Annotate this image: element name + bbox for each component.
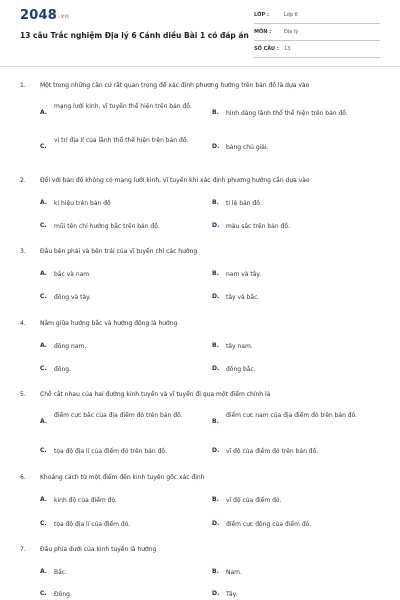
meta-label-grade: LỚP : (254, 12, 269, 18)
site-logo[interactable] (20, 8, 69, 23)
option-letter: B. (212, 109, 219, 116)
question-text (20, 391, 270, 398)
question-text (20, 248, 197, 255)
meta-label-count: SỐ CÂU : (254, 46, 279, 52)
option-letter: C. (40, 293, 47, 300)
option-text: đông. (54, 366, 71, 373)
question-number: 7. (20, 546, 26, 553)
option-text: tỉ lệ bản đồ. (226, 200, 262, 207)
question-number: 6. (20, 474, 26, 481)
question-number: 2. (20, 177, 26, 184)
question-stem: Một trong những căn cứ rất quan trọng để xác định phương hướng trên bản đồ là dựa vào (40, 82, 310, 89)
option-text: Nam. (226, 569, 242, 576)
option-letter: A. (40, 496, 48, 503)
option-text: Tây. (226, 591, 238, 598)
option-letter: A. (40, 109, 48, 116)
option-text: kinh độ của điểm đó. (54, 497, 117, 504)
option-letter: C. (40, 590, 47, 597)
option-letter: D. (212, 143, 220, 150)
option-letter: A. (40, 418, 48, 425)
option-text: mạng lưới kinh, vĩ tuyến thể hiện trên bản đồ. (54, 103, 192, 110)
option-letter: C. (40, 365, 47, 372)
option-letter: D. (212, 520, 220, 527)
option-letter: B. (212, 568, 219, 575)
option-letter: D. (212, 590, 220, 597)
option-letter: D. (212, 293, 220, 300)
meta-value-subject: Địa lý (284, 29, 299, 35)
option-text: điểm cực đông của điểm đó. (226, 521, 312, 528)
option-letter: D. (212, 447, 220, 454)
option-text: đông và tây. (54, 294, 91, 301)
question-text (20, 177, 310, 184)
option-text: tây và bắc. (226, 294, 260, 301)
option-text: Đông. (54, 591, 72, 598)
option-letter: B. (212, 270, 219, 277)
question-text (20, 320, 177, 327)
option-letter: D. (212, 365, 220, 372)
option-letter: B. (212, 496, 219, 503)
option-text: vĩ độ của điểm đó trên bản đồ. (226, 448, 319, 455)
option-letter: A. (40, 342, 48, 349)
option-text: Bắc. (54, 569, 67, 576)
option-letter: A. (40, 568, 48, 575)
question-number: 1. (20, 82, 26, 89)
option-letter: C. (40, 447, 47, 454)
meta-value-grade: Lớp 6 (284, 12, 298, 18)
question-number: 3. (20, 248, 26, 255)
header-divider (0, 66, 400, 67)
option-letter: A. (40, 270, 48, 277)
option-letter: D. (212, 222, 220, 229)
meta-label-subject: MÔN : (254, 29, 272, 35)
option-text: vị trí địa lí của lãnh thổ thể hiện trên bản đồ. (54, 137, 189, 144)
question-stem: Chỗ cắt nhau của hai đường kinh tuyến và vĩ tuyến đi qua một điểm chính là (40, 391, 271, 398)
option-letter: C. (40, 143, 47, 150)
question-stem: Đối với bản đồ không có mạng lưới kinh, vĩ tuyến khi xác định phương hướng cần dựa vào (40, 177, 310, 184)
meta-info (254, 10, 380, 61)
option-letter: B. (212, 199, 219, 206)
option-text: đông bắc. (226, 366, 256, 373)
option-text: mũi tên chỉ hướng bắc trên bản đồ. (54, 223, 160, 230)
option-text: hình dáng lãnh thổ thể hiện trên bản đồ. (226, 110, 348, 117)
option-text: bắc và nam (54, 271, 90, 278)
meta-row-grade (254, 10, 380, 24)
question-text (20, 82, 309, 89)
question-stem: Đầu phía dưới của kinh tuyến là hướng (40, 546, 157, 553)
option-letter: B. (212, 342, 219, 349)
option-text: tọa độ địa lí của điểm đó trên bản đồ. (54, 448, 167, 455)
option-text: điểm cực nam của địa điểm đó trên bản đồ. (226, 412, 358, 419)
meta-row-count (254, 44, 380, 58)
option-letter: C. (40, 520, 47, 527)
page-header (0, 0, 400, 62)
option-text: vĩ độ của điểm đó. (226, 497, 282, 504)
question-text (20, 546, 156, 553)
meta-value-count: 13 (284, 46, 291, 52)
logo-main: 2048 (20, 8, 57, 23)
question-text (20, 474, 205, 481)
option-text: tọa độ địa lí của điểm đó. (54, 521, 131, 528)
option-text: nam và tây. (226, 271, 261, 278)
option-text: màu sắc trên bản đồ. (226, 223, 290, 230)
question-number: 4. (20, 320, 26, 327)
option-text: kí hiệu trên bản đồ (54, 200, 111, 207)
option-text: tây nam. (226, 343, 253, 350)
meta-row-subject (254, 27, 380, 41)
option-text: điểm cực bắc của địa điểm đó trên bản đồ. (54, 412, 183, 419)
question-stem: Nằm giữa hướng bắc và hướng đông là hướng (40, 320, 178, 327)
question-stem: Khoảng cách từ một điểm đến kinh tuyến gốc xác định (40, 474, 205, 481)
option-letter: C. (40, 222, 47, 229)
option-text: bảng chú giải. (226, 144, 269, 151)
option-letter: A. (40, 199, 48, 206)
question-number: 5. (20, 391, 26, 398)
option-text: đông nam. (54, 343, 87, 350)
option-letter: B. (212, 418, 219, 425)
logo-suffix: .vn (57, 13, 70, 20)
question-stem: Đầu bên phải và bên trái của vĩ tuyến chỉ các hướng (40, 248, 198, 255)
document-title: 13 câu Trắc nghiệm Địa lý 6 Cánh diều Bài 1 có đáp án (20, 31, 249, 40)
